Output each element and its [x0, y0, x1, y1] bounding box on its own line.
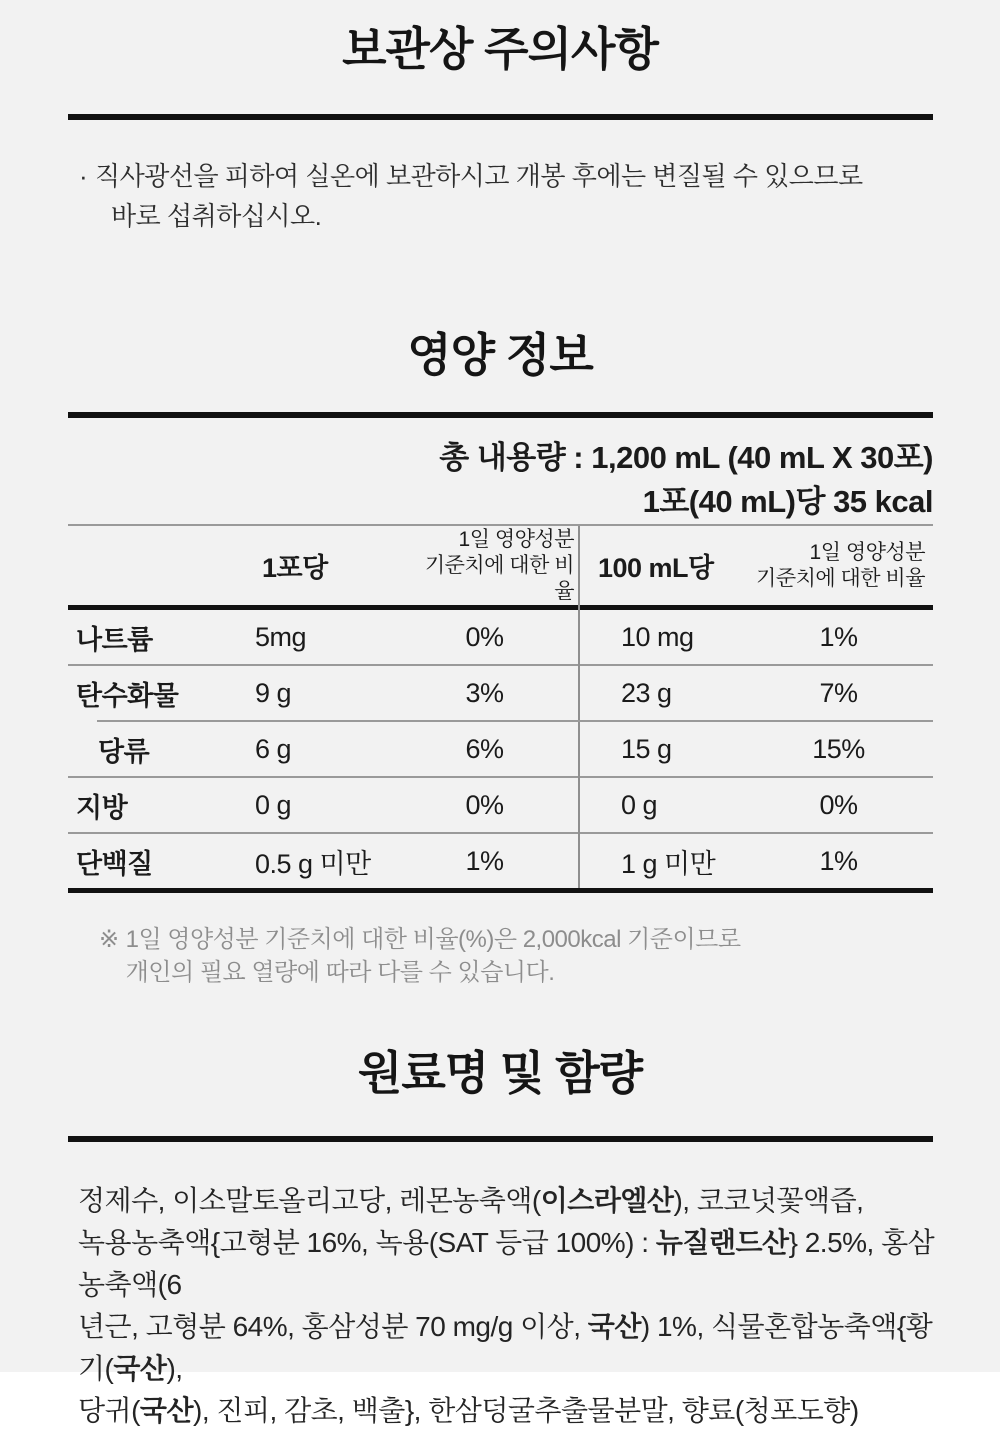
nutrition-section-title: 영양 정보	[407, 329, 593, 381]
header-per-pack: 1포당	[262, 553, 328, 583]
ingredients-line: 당귀(국산), 진피, 감초, 백출}, 한삼덩굴추출물분말, 향료(청포도향)	[78, 1395, 859, 1426]
ingredients-title-divider	[68, 1136, 933, 1142]
ingredients-line: 정제수, 이소말토올리고당, 레몬농축액(이스라엘산), 코코넛꽃액즙,	[78, 1185, 864, 1216]
header-daily-pct-left: 1일 영양성분 기준치에 대한 비율	[424, 527, 574, 603]
storage-section-title: 보관상 주의사항	[342, 23, 658, 75]
ingredients-line: 년근, 고형분 64%, 홍삼성분 70 mg/g 이상, 국산) 1%, 식물혼합농축액{황기(국산),	[78, 1311, 933, 1384]
footnote-text	[126, 923, 741, 989]
nutrition-table-vertical-divider	[578, 526, 580, 888]
total-volume: 총 내용량 : 1,200 mL (40 mL X 30포)	[439, 440, 933, 475]
ingredients-text	[78, 1180, 942, 1432]
nutrition-footnote	[99, 923, 940, 989]
table-row-sugars: 당류 6 g 6% 15 g 15%	[68, 720, 933, 776]
table-row-sodium: 나트륨 5mg 0% 10 mg 1%	[76, 621, 858, 655]
storage-note-bullet: ·	[79, 161, 88, 191]
ingredients-section-title: 원료명 및 함량	[357, 1047, 643, 1099]
table-row-carbohydrate: 탄수화물 9 g 3% 23 g 7%	[68, 664, 933, 720]
per-serving-kcal: 1포(40 mL)당 35 kcal	[642, 484, 933, 519]
footnote-marker: ※	[99, 926, 119, 953]
storage-note	[79, 156, 940, 236]
table-row-fat: 지방 0 g 0% 0 g 0%	[68, 776, 933, 832]
header-per-100ml: 100 mL당	[598, 553, 714, 583]
nutrition-table-header	[68, 526, 933, 610]
nutrition-title-divider	[68, 412, 933, 418]
nutrition-table	[68, 524, 933, 893]
table-row-protein: 단백질 0.5 g 미만 1% 1 g 미만 1%	[68, 832, 933, 888]
header-daily-pct-right: 1일 영양성분 기준치에 대한 비율	[756, 540, 925, 590]
storage-note-line1: 직사광선을 피하여 실온에 보관하시고 개봉 후에는 변질될 수 있으므로	[95, 161, 863, 191]
footnote-line2: 개인의 필요 열량에 따라 다를 수 있습니다.	[125, 959, 555, 986]
storage-title-divider	[68, 114, 933, 120]
storage-note-text	[89, 156, 863, 236]
serving-info	[0, 436, 933, 524]
footnote-line1: 1일 영양성분 기준치에 대한 비율(%)은 2,000kcal 기준이므로	[125, 926, 741, 953]
storage-note-line2: 바로 섭취하십시오.	[111, 201, 322, 231]
ingredients-line: 녹용농축액{고형분 16%, 녹용(SAT 등급 100%) : 뉴질랜드산} 2.5%, 홍삼농축액(6	[78, 1227, 935, 1300]
